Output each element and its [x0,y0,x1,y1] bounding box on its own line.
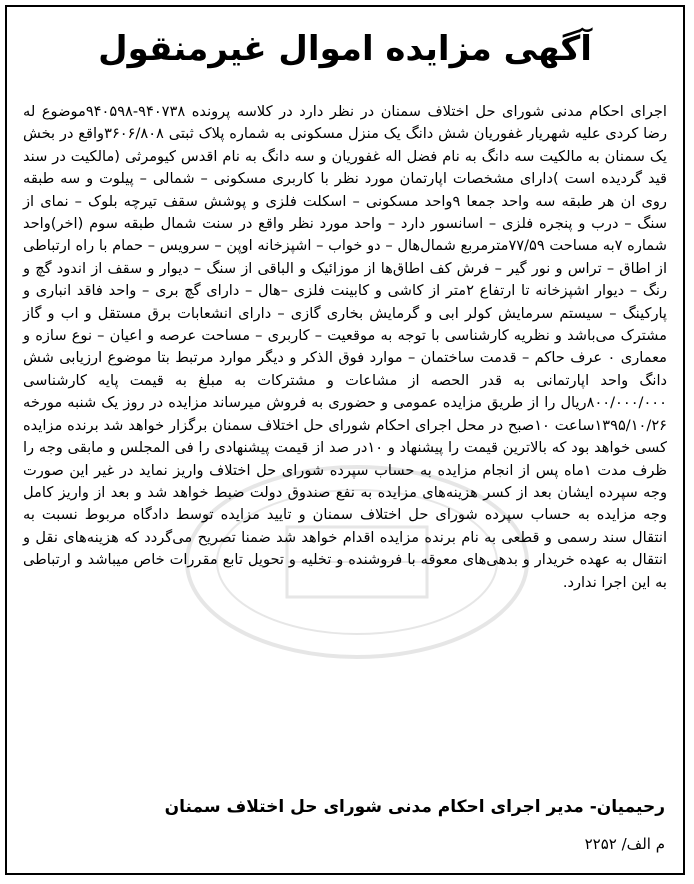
notice-frame [5,5,685,875]
notice-title: آگهی مزایده اموال غیرمنقول [98,29,592,69]
notice-reference-number: م الف/ ۲۲۵۲ [584,835,665,853]
notice-signature: رحیمیان- مدیر اجرای احکام مدنی شورای حل اختلاف سمنان [164,797,665,817]
notice-body: اجرای احکام مدنی شورای حل اختلاف سمنان در نظر دارد در کلاسه پرونده ۹۴۰۷۳۸-۹۴۰۵۹۸موضوع له رضا کردی علیه شهریار غفوریان شش دانگ یک منزل مسکونی به شماره پلاک ثبتی ۳۶۰۶/۸۰۸واقع در بخش یک سمنان به مالکیت سه دانگ به نام فضل اله غفوریان و سه دانگ به نام اقدس کیومرثی (مالکیت در سند قید گردیده است )دارای مشخصات اپارتمان مورد نظر با کاربری مسکونی – شمالی – پیلوت و سه طبقه روی ان هر طبقه سه واحد جمعا ۹واحد مسکونی – اسکلت فلزی و پوشش سقف تیرچه بلوک – نمای از سنگ – درب و پنجره فلزی – اسانسور دارد – واحد مورد نظر واقع در سنت شمال طبقه سوم (اخر)واحد شماره ۷به مساحت ۷۷/۵۹مترمربع شمال‌هال – دو خواب – اشپزخانه اوپن – سرویس – حمام با راه ارتباطی از اطاق – تراس و نور گیر – فرش کف اطاق‌ها از موزائیک و الباقی از سنگ – دیوار و سقف از اندود گچ و رنگ – دیوار اشپزخانه تا ارتفاع ۲متر از کاشی و کابینت فلزی –هال – دارای گچ بری – واحد فاقد انباری و پارکینگ – سیستم سرمایش کولر ابی و گرمایش بخاری گازی – دارای انشعابات برق مستقل و اب و گاز مشترک می‌باشد و نظریه کارشناسی با توجه به موقعیت – کاربری – مساحت عرصه و اعیان – نوع سازه و معماری ۰ عرف حاکم – قدمت ساختمان – موارد فوق الذکر و دیگر موارد مرتبط بتا موضوع ارزیابی شش دانگ واحد اپارتمانی به قدر الحصه از مشاعات و مشترکات به مبلغ به قیمت پایه کارشناسی ۸۰۰/۰۰۰/۰۰۰ریال را از طریق مزایده عمومی و حضوری به فروش میرساند مزایده در روز یک شنبه مورخه ۱۳۹۵/۱۰/۲۶ساعت ۱۰صبح در محل اجرای احکام شورای حل اختلاف سمنان برگزار خواهد شد برنده مزایده کسی خواهد بود که بالاترین قیمت را پیشنهاد و ۱۰در صد از قیمت پیشنهادی را فی المجلس و مابقی وجه را ظرف مدت ۱ماه پس از انجام مزایده به حساب سپرده شورای حل اختلاف واریز نماید در غیر این صورت وجه سپرده ایشان بعد از کسر هزینه‌های مزایده به نفع صندوق دولت ضبط خواهد شد و بعد از واریز کامل وجه مزایده به حساب سپرده شورای حل اختلاف سمنان و تایید مزایده توسط دادگاه مربوط نسبت به انتقال سند رسمی و قطعی به نام برنده مزایده اقدام خواهد شد ضمنا تصریح می‌گردد که هزینه‌های نقل و انتقال به عهده خریدار و بدهی‌های معوقه با فروشنده و تخلیه و تحویل تابع مقررات خاص میباشد و ارتباطی به این اجرا ندارد. [23,103,668,591]
